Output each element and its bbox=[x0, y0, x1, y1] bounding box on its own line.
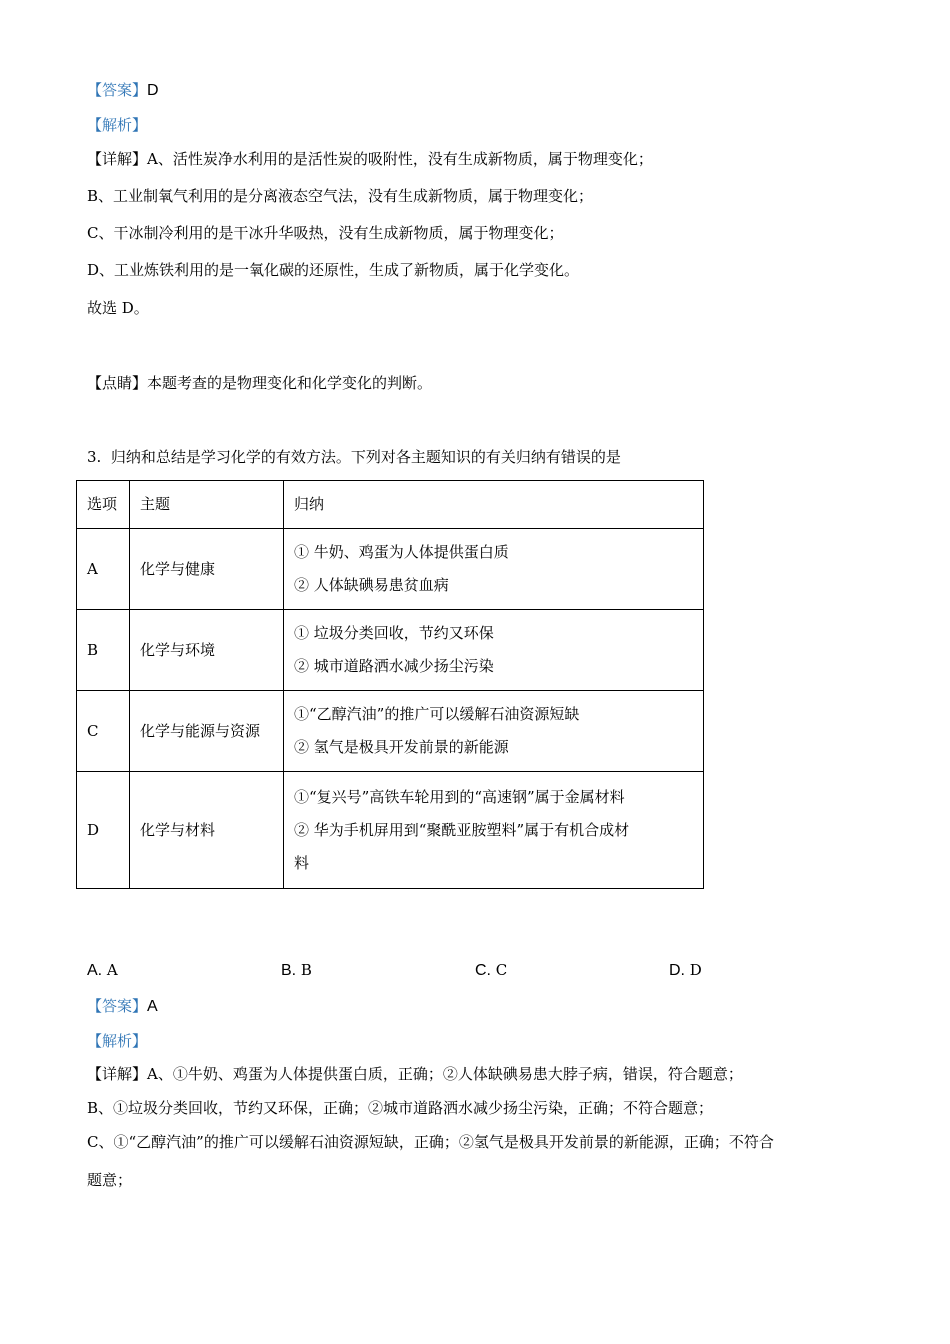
detail-text: A、①牛奶、鸡蛋为人体提供蛋白质，正确；②人体缺碘易患大脖子病，错误，符合题意； bbox=[147, 1065, 743, 1083]
question-stem bbox=[87, 447, 621, 467]
row-summary: ① 垃圾分类回收，节约又环保 ② 城市道路洒水减少扬尘污染 bbox=[284, 610, 704, 691]
analysis-label-2: 【解析】 bbox=[87, 1032, 148, 1050]
comment-label: 【点睛】 bbox=[87, 374, 148, 392]
detail-line: B、工业制氧气利用的是分离液态空气法，没有生成新物质，属于物理变化； bbox=[87, 187, 594, 205]
row-option: A bbox=[77, 529, 130, 610]
row-topic: 化学与材料 bbox=[130, 772, 284, 889]
answer-label: 【答案】 bbox=[87, 997, 148, 1015]
header-topic: 主题 bbox=[130, 481, 284, 529]
row-topic: 化学与环境 bbox=[130, 610, 284, 691]
detail-label: 【详解】 bbox=[87, 150, 148, 168]
row-summary: ① 牛奶、鸡蛋为人体提供蛋白质 ② 人体缺碘易患贫血病 bbox=[284, 529, 704, 610]
detail-line: C、①“乙醇汽油”的推广可以缓解石油资源短缺，正确；②氢气是极具开发前景的新能源，正确；不符合 bbox=[87, 1133, 774, 1151]
knowledge-table bbox=[76, 480, 704, 889]
answer-label: 【答案】 bbox=[87, 81, 148, 99]
table-row bbox=[77, 529, 704, 610]
table-row bbox=[77, 772, 704, 889]
row-topic: 化学与健康 bbox=[130, 529, 284, 610]
analysis-label-1: 【解析】 bbox=[87, 116, 148, 134]
detail-line: C、干冰制冷利用的是干冰升华吸热，没有生成新物质，属于物理变化； bbox=[87, 224, 564, 242]
detail-text: A、活性炭净水利用的是活性炭的吸附性，没有生成新物质，属于物理变化； bbox=[147, 150, 653, 168]
detail-line bbox=[87, 1064, 743, 1084]
header-option: 选项 bbox=[77, 481, 130, 529]
row-option: B bbox=[77, 610, 130, 691]
choice-d[interactable]: D. D bbox=[669, 961, 702, 979]
answer-line-2 bbox=[87, 996, 158, 1017]
header-summary: 归纳 bbox=[284, 481, 704, 529]
row-summary: ①“乙醇汽油”的推广可以缓解石油资源短缺 ② 氢气是极具开发前景的新能源 bbox=[284, 691, 704, 772]
table-row bbox=[77, 691, 704, 772]
row-topic: 化学与能源与资源 bbox=[130, 691, 284, 772]
answer-value: A bbox=[147, 998, 158, 1015]
row-option: C bbox=[77, 691, 130, 772]
table-row bbox=[77, 610, 704, 691]
answer-line-1 bbox=[87, 80, 159, 101]
row-option: D bbox=[77, 772, 130, 889]
detail-line: D、工业炼铁利用的是一氧化碳的还原性，生成了新物质，属于化学变化。 bbox=[87, 261, 580, 279]
detail-line bbox=[87, 149, 653, 169]
comment-text: 本题考查的是物理变化和化学变化的判断。 bbox=[147, 374, 433, 392]
detail-line: 题意； bbox=[87, 1171, 133, 1189]
answer-value: D bbox=[147, 82, 159, 99]
detail-label: 【详解】 bbox=[87, 1065, 148, 1083]
comment-line bbox=[87, 373, 432, 393]
detail-line: B、①垃圾分类回收，节约又环保，正确；②城市道路洒水减少扬尘污染，正确；不符合题意； bbox=[87, 1099, 714, 1117]
row-summary: ①“复兴号”高铁车轮用到的“高速钢”属于金属材料 ② 华为手机屏用到“聚酰亚胺塑料”属于有机合成材 料 bbox=[284, 772, 704, 889]
choice-c[interactable]: C. C bbox=[475, 961, 508, 979]
question-text: 归纳和总结是学习化学的有效方法。下列对各主题知识的有关归纳有错误的是 bbox=[110, 448, 621, 466]
question-number: 3. bbox=[87, 448, 102, 466]
conclusion-line: 故选 D。 bbox=[87, 299, 149, 317]
table-header-row bbox=[77, 481, 704, 529]
choice-a[interactable]: A. A bbox=[87, 961, 118, 979]
choice-b[interactable]: B. B bbox=[281, 961, 312, 979]
